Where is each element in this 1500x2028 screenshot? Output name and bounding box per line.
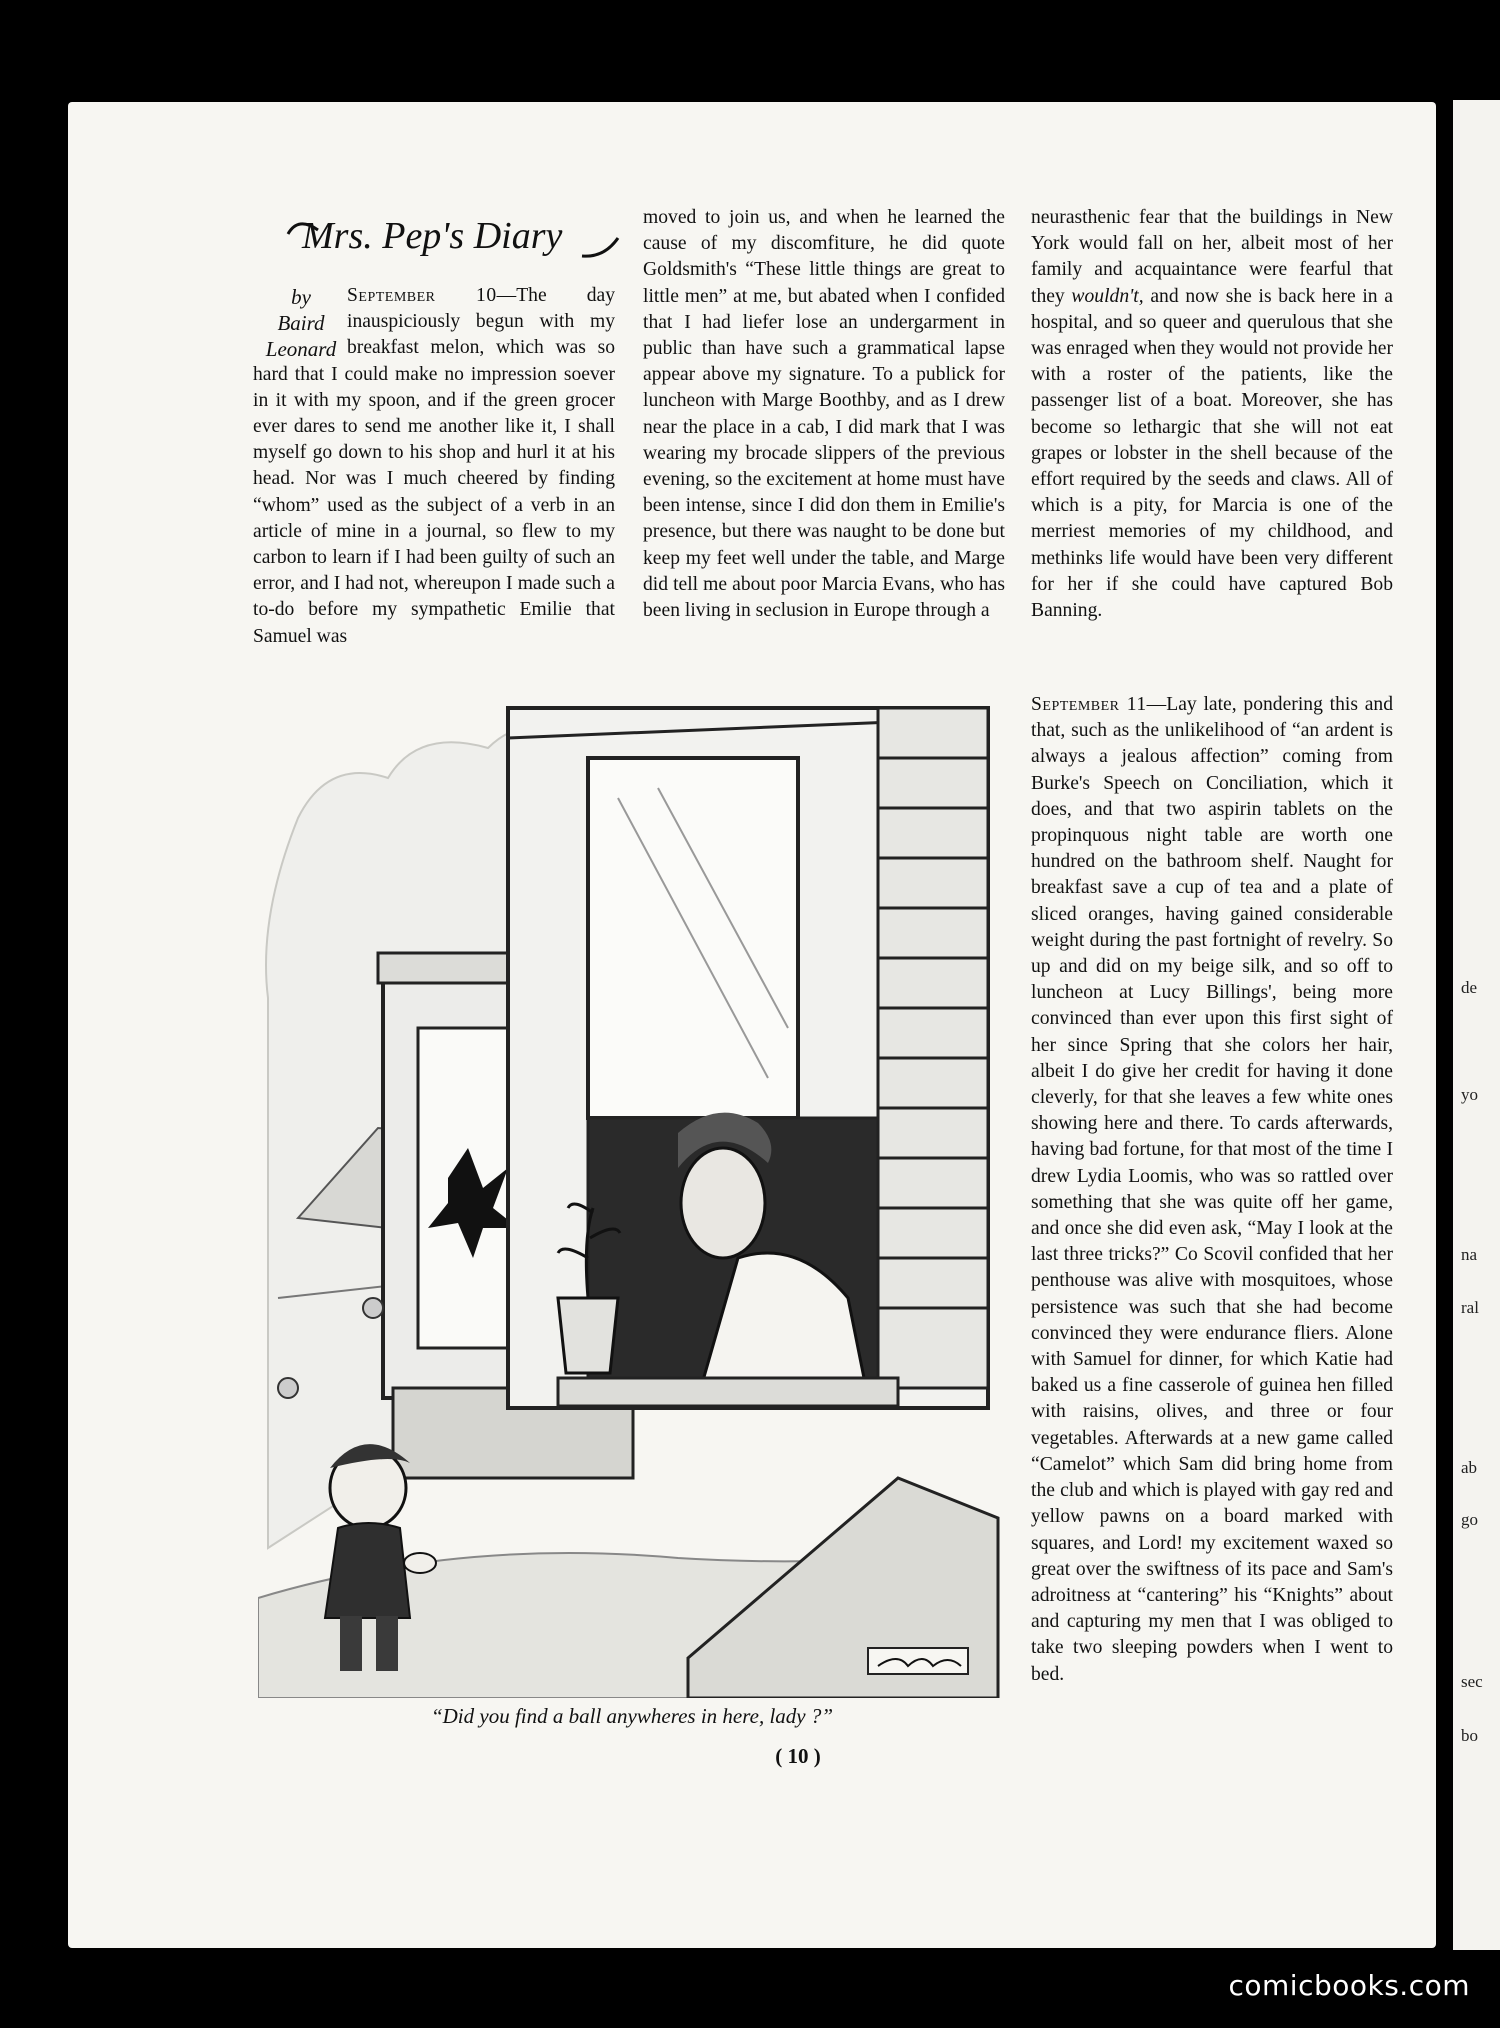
flower-pot [558,1298,618,1373]
adjacent-page-fragment: go [1461,1510,1478,1529]
adjacent-page-fragment: ab [1461,1458,1478,1477]
column-text: and now she is back here in a hospital, and so queer and querulous that she was enraged when they would not provide her with a roster of the patients, like the passenger list of a boat. Moreover, she has become so lethargic that she will not eat grapes or lobster in the shell because of the effort required by the seeds and claws. All of which is a pity, for Marcia is one of the merriest memories of my childhood, and methinks life would have been very different for her if she could have captured Bob Banning. [1031,285,1393,622]
entry-date: September 10 [347,285,497,306]
adjacent-page-fragment: bo [1461,1726,1478,1745]
cartoon-illustration [258,698,1006,1698]
column-text: —The day inauspiciously begun with my breakfast melon, which was so hard that I could make no impression soever in it with my spoon, and if the green grocer ever dares to send me another like it, I shall myself go down to his shop and hurl it at his head. Nor was I much cheered by finding “whom” used as the subject of a verb in an article of mine in a journal, so flew to my carbon to learn if I had been guilty of such an error, and I had not, whereupon I made such a to-do before my sympathetic Emilie that Samuel was [253,285,615,647]
article-column-3 [1031,205,1393,624]
woman-face [681,1148,765,1258]
author-first-name: Baird [277,311,325,335]
article-title [282,208,627,268]
illustration-caption: “Did you find a ball anywheres in here, lady ?” [430,1704,834,1728]
page-number: ( 10 ) [775,1744,821,1768]
adjacent-page-fragment: ral [1461,1298,1479,1317]
window-shutter [878,708,988,1388]
background-kid [363,1298,383,1318]
entry-date: September 11 [1031,694,1147,715]
byline-by: by [291,285,311,309]
adjacent-page-edge [1453,100,1500,1950]
column-text: —Lay late, pondering this and that, such as the unlikelihood of “an ardent is always a jealous affection” coming from Burke's Speech on Conciliation, which it does, and that two aspirin tablets on the propinquous night table are worth one hundred on the bathroom shelf. Naught for breakfast save a cup of tea and a plate of sliced oranges, having gained considerable weight during the past fortnight of revelry. So up and did on my beige silk, and so off to luncheon at Lucy Billings', being more convinced than ever upon this first sight of her since Spring that she colors her hair, albeit I do give her credit for having it done cleverly, for that she leaves a few white ones showing here and there. To cards afterwards, having bad fortune, for that most of the time I drew Lydia Loomis, who was so rattled over something that she was quite off her game, and once she did even ask, “May I look at the last three tricks?” Co Scovil confided that her penthouse was alive with mosquitoes, whose persistence was such that she had become convinced they were endurance fliers. Alone with Samuel for dinner, for which Katie had baked us a fine casserole of guinea hen filled with raisins, olives, and three or four vegetables. Afterwards at a new game called “Camelot” which Sam did bring home from the club and which is played with gay red and yellow pawns on a board marked with squares, and Lord! my excitement waxed so great over the swiftness of its pace and Sam's adroitness at “cantering” his “Knights” about and capturing my men that I was obliged to take two sleeping powders when I went to bed. [1031,694,1393,1685]
adjacent-page-fragment: na [1461,1245,1478,1264]
emphasis-text: wouldn't, [1071,285,1144,307]
adjacent-page-fragment: yo [1461,1085,1478,1104]
watermark: comicbooks.com [1228,1969,1470,2002]
article-column-3-second-entry [1031,692,1393,1688]
column-text: neurasthenic fear that the buildings in New York would fall on her, albeit most of her family and acquaintance were fearful that they [1031,207,1393,307]
author-last-name: Leonard [265,337,337,361]
column-text: moved to join us, and when he learned the cause of my discomfiture, he did quote Goldsmith's “These little things are great to little men” at me, but abated when I confided that I had liefer lose an undergarment in public than have such a grammatical lapse appear above my signature. To a publick for luncheon with Marge Boothby, and as I drew near the place in a cab, I did mark that I was wearing my brocade slippers of the previous evening, so the excitement at home must have been intense, since I did don them in Emilie's presence, but there was naught to be done but keep my feet well under the table, and Marge did tell me about poor Marcia Evans, who has been living in seclusion in Europe through a [643,207,1005,622]
adjacent-page-fragment: de [1461,978,1478,997]
window-sill [558,1378,898,1406]
article-column-1 [253,283,615,650]
svg-text:Mrs. Pep's Diary: Mrs. Pep's Diary [302,215,563,257]
adjacent-page-fragment: sec [1461,1672,1483,1691]
background-kid [278,1378,298,1398]
article-column-2 [643,205,1005,624]
